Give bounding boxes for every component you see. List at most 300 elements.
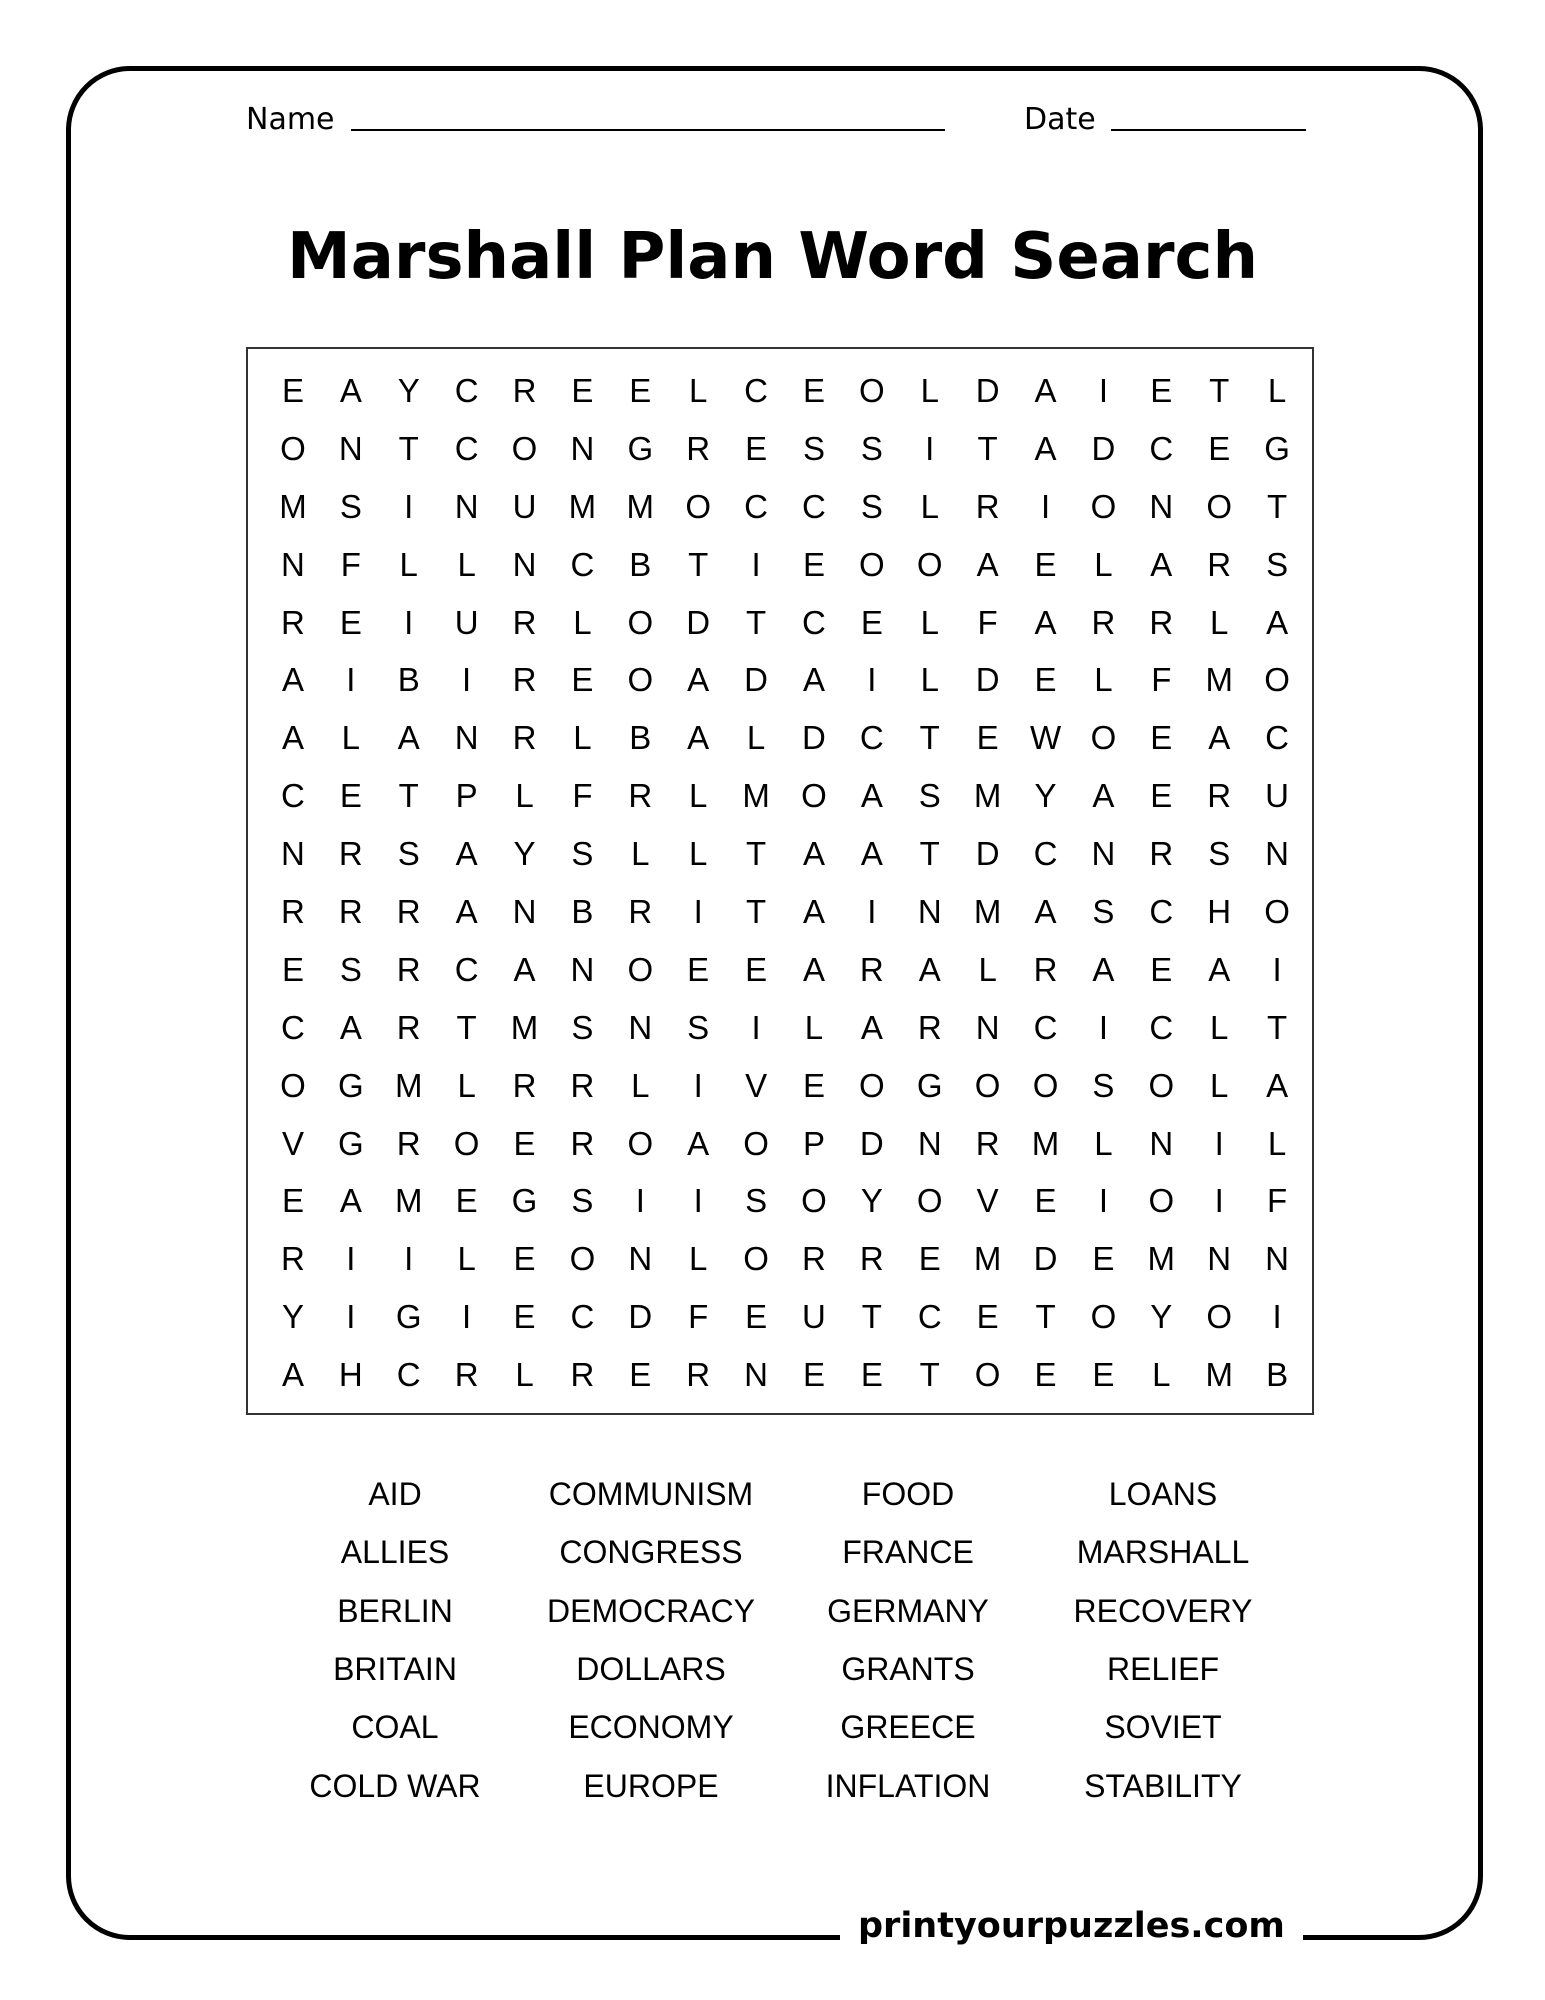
grid-letter[interactable]: R bbox=[338, 835, 363, 873]
grid-letter[interactable]: S bbox=[802, 429, 825, 467]
grid-letter[interactable]: O bbox=[569, 1240, 596, 1278]
grid-letter[interactable]: E bbox=[745, 950, 768, 988]
grid-letter[interactable]: L bbox=[920, 661, 939, 699]
grid-letter[interactable]: S bbox=[918, 777, 941, 815]
grid-letter[interactable]: O bbox=[627, 950, 654, 988]
grid-letter[interactable]: E bbox=[802, 1356, 825, 1394]
grid-letter[interactable]: V bbox=[281, 1124, 304, 1162]
grid-letter[interactable]: E bbox=[281, 371, 304, 409]
grid-letter[interactable]: E bbox=[918, 1240, 941, 1278]
grid-letter[interactable]: I bbox=[635, 1182, 645, 1220]
grid-letter[interactable]: F bbox=[977, 603, 998, 641]
grid-letter[interactable]: D bbox=[975, 661, 1000, 699]
grid-letter[interactable]: S bbox=[1266, 545, 1289, 583]
grid-letter[interactable]: M bbox=[1205, 1356, 1233, 1394]
grid-letter[interactable]: C bbox=[917, 1298, 942, 1336]
grid-letter[interactable]: O bbox=[511, 429, 538, 467]
grid-letter[interactable]: E bbox=[1092, 1240, 1115, 1278]
grid-letter[interactable]: S bbox=[1092, 1066, 1115, 1104]
grid-letter[interactable]: L bbox=[689, 1240, 708, 1278]
grid-letter[interactable]: R bbox=[570, 1066, 595, 1104]
grid-letter[interactable]: G bbox=[627, 429, 654, 467]
grid-letter[interactable]: Y bbox=[1150, 1298, 1173, 1336]
grid-letter[interactable]: C bbox=[1149, 429, 1174, 467]
grid-letter[interactable]: F bbox=[340, 545, 361, 583]
grid-letter[interactable]: L bbox=[978, 950, 997, 988]
grid-letter[interactable]: I bbox=[346, 1298, 356, 1336]
grid-letter[interactable]: G bbox=[1264, 429, 1290, 467]
grid-letter[interactable]: A bbox=[513, 950, 536, 988]
grid-letter[interactable]: E bbox=[802, 371, 825, 409]
grid-letter[interactable]: B bbox=[1266, 1356, 1289, 1394]
grid-letter[interactable]: L bbox=[1210, 1008, 1229, 1046]
grid-letter[interactable]: C bbox=[744, 487, 768, 525]
grid-letter[interactable]: P bbox=[802, 1124, 825, 1162]
date-field[interactable] bbox=[1111, 129, 1306, 131]
grid-letter[interactable]: T bbox=[398, 777, 419, 815]
grid-letter[interactable]: R bbox=[512, 661, 537, 699]
grid-letter[interactable]: I bbox=[693, 1182, 703, 1220]
grid-letter[interactable]: N bbox=[917, 892, 942, 930]
grid-letter[interactable]: I bbox=[867, 892, 877, 930]
grid-letter[interactable]: N bbox=[1091, 835, 1116, 873]
grid-letter[interactable]: R bbox=[686, 1356, 711, 1394]
grid-letter[interactable]: S bbox=[1092, 892, 1115, 930]
grid-letter[interactable]: E bbox=[339, 777, 362, 815]
grid-letter[interactable]: L bbox=[1267, 1124, 1287, 1162]
grid-letter[interactable]: O bbox=[916, 1182, 943, 1220]
grid-letter[interactable]: A bbox=[802, 661, 825, 699]
grid-letter[interactable]: O bbox=[1148, 1066, 1175, 1104]
grid-letter[interactable]: E bbox=[1150, 950, 1173, 988]
grid-letter[interactable]: E bbox=[1034, 661, 1057, 699]
grid-letter[interactable]: R bbox=[628, 777, 653, 815]
grid-letter[interactable]: R bbox=[1207, 545, 1232, 583]
grid-letter[interactable]: R bbox=[570, 1124, 595, 1162]
grid-letter[interactable]: R bbox=[396, 1124, 421, 1162]
grid-letter[interactable]: O bbox=[859, 1066, 885, 1104]
grid-letter[interactable]: E bbox=[629, 1356, 652, 1394]
grid-letter[interactable]: A bbox=[397, 719, 420, 757]
grid-letter[interactable]: A bbox=[455, 892, 478, 930]
grid-letter[interactable]: L bbox=[515, 1356, 534, 1394]
grid-letter[interactable]: L bbox=[1152, 1356, 1171, 1394]
grid-letter[interactable]: N bbox=[570, 429, 595, 467]
grid-letter[interactable]: B bbox=[397, 661, 420, 699]
grid-letter[interactable]: O bbox=[974, 1356, 1001, 1394]
grid-letter[interactable]: N bbox=[512, 545, 537, 583]
grid-letter[interactable]: I bbox=[1272, 950, 1282, 988]
grid-letter[interactable]: D bbox=[686, 603, 711, 641]
grid-letter[interactable]: I bbox=[1272, 1298, 1282, 1336]
grid-letter[interactable]: L bbox=[1094, 1124, 1113, 1162]
grid-letter[interactable]: I bbox=[462, 1298, 472, 1336]
grid-letter[interactable]: L bbox=[920, 603, 939, 641]
grid-letter[interactable]: M bbox=[1031, 1124, 1060, 1162]
grid-letter[interactable]: E bbox=[513, 1240, 536, 1278]
grid-letter[interactable]: H bbox=[338, 1356, 363, 1394]
grid-letter[interactable]: R bbox=[1207, 777, 1232, 815]
grid-letter[interactable]: C bbox=[1033, 1008, 1058, 1046]
grid-letter[interactable]: O bbox=[916, 545, 943, 583]
grid-letter[interactable]: A bbox=[802, 835, 825, 873]
grid-letter[interactable]: C bbox=[281, 777, 305, 815]
grid-letter[interactable]: F bbox=[688, 1298, 709, 1336]
grid-letter[interactable]: R bbox=[281, 892, 305, 930]
grid-letter[interactable]: E bbox=[802, 1066, 825, 1104]
grid-letter[interactable]: I bbox=[462, 661, 472, 699]
grid-letter[interactable]: L bbox=[1210, 603, 1229, 641]
grid-letter[interactable]: R bbox=[859, 950, 884, 988]
grid-letter[interactable]: O bbox=[1264, 661, 1290, 699]
grid-letter[interactable]: A bbox=[281, 1356, 304, 1394]
grid-letter[interactable]: C bbox=[1149, 892, 1174, 930]
grid-letter[interactable]: N bbox=[1207, 1240, 1232, 1278]
grid-letter[interactable]: D bbox=[975, 835, 1000, 873]
grid-letter[interactable]: T bbox=[919, 835, 940, 873]
grid-letter[interactable]: D bbox=[744, 661, 768, 699]
grid-letter[interactable]: L bbox=[689, 371, 708, 409]
grid-letter[interactable]: A bbox=[1034, 429, 1057, 467]
grid-letter[interactable]: N bbox=[628, 1240, 653, 1278]
grid-letter[interactable]: L bbox=[399, 545, 418, 583]
grid-letter[interactable]: R bbox=[1033, 950, 1058, 988]
grid-letter[interactable]: U bbox=[1265, 777, 1289, 815]
grid-letter[interactable]: D bbox=[628, 1298, 653, 1336]
grid-letter[interactable]: O bbox=[627, 603, 654, 641]
grid-letter[interactable]: A bbox=[1092, 777, 1115, 815]
grid-letter[interactable]: I bbox=[1040, 487, 1051, 525]
grid-letter[interactable]: A bbox=[339, 1008, 362, 1046]
grid-letter[interactable]: S bbox=[1208, 835, 1231, 873]
grid-letter[interactable]: A bbox=[455, 835, 478, 873]
grid-letter[interactable]: O bbox=[859, 371, 885, 409]
grid-letter[interactable]: T bbox=[919, 1356, 940, 1394]
grid-letter[interactable]: T bbox=[919, 719, 940, 757]
grid-letter[interactable]: E bbox=[745, 429, 768, 467]
grid-letter[interactable]: Y bbox=[1034, 777, 1057, 815]
grid-letter[interactable]: C bbox=[802, 487, 826, 525]
grid-letter[interactable]: Y bbox=[513, 835, 536, 873]
grid-letter[interactable]: L bbox=[804, 1008, 824, 1046]
grid-letter[interactable]: L bbox=[1210, 1066, 1229, 1104]
grid-letter[interactable]: B bbox=[629, 719, 652, 757]
grid-letter[interactable]: S bbox=[339, 487, 362, 525]
grid-letter[interactable]: L bbox=[515, 777, 534, 815]
grid-letter[interactable]: F bbox=[1267, 1182, 1288, 1220]
grid-letter[interactable]: L bbox=[573, 719, 592, 757]
grid-letter[interactable]: A bbox=[918, 950, 941, 988]
grid-letter[interactable]: M bbox=[626, 487, 655, 525]
grid-letter[interactable]: S bbox=[687, 1008, 710, 1046]
grid-letter[interactable]: N bbox=[1149, 487, 1174, 525]
grid-letter[interactable]: N bbox=[1149, 1124, 1174, 1162]
grid-letter[interactable]: R bbox=[628, 892, 653, 930]
grid-letter[interactable]: I bbox=[1214, 1124, 1224, 1162]
grid-letter[interactable]: A bbox=[860, 777, 883, 815]
grid-letter[interactable]: S bbox=[571, 835, 594, 873]
grid-letter[interactable]: N bbox=[1265, 1240, 1289, 1278]
grid-letter[interactable]: L bbox=[1094, 661, 1113, 699]
grid-letter[interactable]: T bbox=[1267, 1008, 1288, 1046]
grid-letter[interactable]: O bbox=[1090, 1298, 1117, 1336]
grid-letter[interactable]: E bbox=[860, 603, 883, 641]
grid-letter[interactable]: R bbox=[859, 1240, 884, 1278]
grid-letter[interactable]: R bbox=[512, 603, 537, 641]
grid-letter[interactable]: O bbox=[453, 1124, 480, 1162]
grid-letter[interactable]: L bbox=[457, 1066, 476, 1104]
grid-letter[interactable]: A bbox=[1034, 892, 1057, 930]
grid-letter[interactable]: V bbox=[976, 1182, 999, 1220]
grid-letter[interactable]: E bbox=[1150, 719, 1173, 757]
grid-letter[interactable]: R bbox=[512, 1066, 537, 1104]
grid-letter[interactable]: L bbox=[746, 719, 766, 757]
grid-letter[interactable]: M bbox=[1205, 661, 1233, 699]
grid-letter[interactable]: A bbox=[281, 661, 304, 699]
grid-letter[interactable]: A bbox=[802, 892, 825, 930]
grid-letter[interactable]: R bbox=[1091, 603, 1116, 641]
grid-letter[interactable]: E bbox=[571, 371, 594, 409]
grid-letter[interactable]: C bbox=[454, 950, 479, 988]
grid-letter[interactable]: S bbox=[339, 950, 362, 988]
grid-letter[interactable]: U bbox=[454, 603, 479, 641]
grid-letter[interactable]: N bbox=[570, 950, 595, 988]
grid-letter[interactable]: V bbox=[745, 1066, 768, 1104]
grid-letter[interactable]: A bbox=[1150, 545, 1173, 583]
grid-letter[interactable]: B bbox=[571, 892, 594, 930]
grid-letter[interactable]: O bbox=[1090, 487, 1117, 525]
grid-letter[interactable]: D bbox=[1091, 429, 1116, 467]
grid-letter[interactable]: M bbox=[510, 1008, 539, 1046]
grid-letter[interactable]: T bbox=[1267, 487, 1288, 525]
grid-letter[interactable]: I bbox=[867, 661, 877, 699]
grid-letter[interactable]: L bbox=[689, 777, 708, 815]
grid-letter[interactable]: I bbox=[346, 661, 356, 699]
grid-letter[interactable]: C bbox=[1149, 1008, 1174, 1046]
grid-letter[interactable]: Y bbox=[397, 371, 420, 409]
grid-letter[interactable]: M bbox=[394, 1182, 423, 1220]
grid-letter[interactable]: M bbox=[973, 892, 1002, 930]
grid-letter[interactable]: I bbox=[1098, 1182, 1108, 1220]
grid-letter[interactable]: H bbox=[1207, 892, 1232, 930]
grid-letter[interactable]: I bbox=[1098, 1008, 1108, 1046]
grid-letter[interactable]: U bbox=[802, 1298, 826, 1336]
grid-letter[interactable]: N bbox=[281, 835, 305, 873]
grid-letter[interactable]: E bbox=[1034, 1182, 1057, 1220]
grid-letter[interactable]: A bbox=[687, 719, 710, 757]
grid-letter[interactable]: I bbox=[346, 1240, 356, 1278]
grid-letter[interactable]: R bbox=[1149, 835, 1174, 873]
grid-letter[interactable]: A bbox=[1034, 371, 1057, 409]
grid-letter[interactable]: A bbox=[802, 950, 825, 988]
grid-letter[interactable]: D bbox=[802, 719, 826, 757]
grid-letter[interactable]: R bbox=[512, 719, 537, 757]
grid-letter[interactable]: L bbox=[631, 835, 650, 873]
grid-letter[interactable]: A bbox=[687, 1124, 710, 1162]
grid-letter[interactable]: L bbox=[457, 1240, 476, 1278]
grid-letter[interactable]: R bbox=[281, 1240, 305, 1278]
grid-letter[interactable]: E bbox=[1208, 429, 1231, 467]
grid-letter[interactable]: R bbox=[975, 1124, 1000, 1162]
grid-letter[interactable]: M bbox=[394, 1066, 423, 1104]
grid-letter[interactable]: E bbox=[1150, 777, 1173, 815]
grid-letter[interactable]: A bbox=[1266, 603, 1289, 641]
grid-letter[interactable]: O bbox=[685, 487, 712, 525]
grid-letter[interactable]: M bbox=[973, 1240, 1002, 1278]
grid-letter[interactable]: G bbox=[338, 1066, 364, 1104]
grid-letter[interactable]: A bbox=[687, 661, 710, 699]
grid-letter[interactable]: A bbox=[860, 835, 883, 873]
grid-letter[interactable]: E bbox=[455, 1182, 478, 1220]
grid-letter[interactable]: A bbox=[1208, 950, 1231, 988]
grid-letter[interactable]: O bbox=[1090, 719, 1117, 757]
grid-letter[interactable]: M bbox=[742, 777, 770, 815]
grid-letter[interactable]: L bbox=[689, 835, 708, 873]
grid-letter[interactable]: N bbox=[281, 545, 305, 583]
grid-letter[interactable]: E bbox=[1034, 1356, 1057, 1394]
grid-letter[interactable]: R bbox=[396, 892, 421, 930]
grid-letter[interactable]: N bbox=[512, 892, 537, 930]
grid-letter[interactable]: N bbox=[744, 1356, 768, 1394]
grid-letter[interactable]: R bbox=[281, 603, 305, 641]
grid-letter[interactable]: L bbox=[631, 1066, 650, 1104]
grid-letter[interactable]: T bbox=[456, 1008, 477, 1046]
grid-letter[interactable]: R bbox=[512, 371, 537, 409]
grid-letter[interactable]: T bbox=[688, 545, 709, 583]
grid-letter[interactable]: E bbox=[802, 545, 825, 583]
grid-letter[interactable]: A bbox=[860, 1008, 883, 1046]
grid-letter[interactable]: C bbox=[1033, 835, 1058, 873]
grid-letter[interactable]: N bbox=[338, 429, 363, 467]
grid-letter[interactable]: R bbox=[686, 429, 711, 467]
grid-letter[interactable]: L bbox=[1267, 371, 1287, 409]
grid-letter[interactable]: C bbox=[744, 371, 768, 409]
grid-letter[interactable]: I bbox=[404, 1240, 414, 1278]
grid-letter[interactable]: E bbox=[860, 1356, 883, 1394]
grid-letter[interactable]: M bbox=[279, 487, 307, 525]
grid-letter[interactable]: N bbox=[917, 1124, 942, 1162]
grid-letter[interactable]: L bbox=[341, 719, 361, 757]
grid-letter[interactable]: T bbox=[745, 603, 767, 641]
grid-letter[interactable]: E bbox=[571, 661, 594, 699]
grid-letter[interactable]: G bbox=[338, 1124, 364, 1162]
grid-letter[interactable]: A bbox=[976, 545, 999, 583]
grid-letter[interactable]: R bbox=[396, 1008, 421, 1046]
grid-letter[interactable]: G bbox=[395, 1298, 422, 1336]
grid-letter[interactable]: U bbox=[512, 487, 537, 525]
grid-letter[interactable]: G bbox=[511, 1182, 538, 1220]
grid-letter[interactable]: O bbox=[627, 661, 654, 699]
grid-letter[interactable]: T bbox=[1209, 371, 1230, 409]
grid-letter[interactable]: W bbox=[1029, 719, 1062, 757]
grid-letter[interactable]: R bbox=[917, 1008, 942, 1046]
grid-letter[interactable]: L bbox=[1094, 545, 1113, 583]
grid-letter[interactable]: L bbox=[457, 545, 476, 583]
grid-letter[interactable]: O bbox=[974, 1066, 1001, 1104]
grid-letter[interactable]: I bbox=[693, 892, 703, 930]
grid-letter[interactable]: C bbox=[570, 545, 595, 583]
grid-letter[interactable]: Y bbox=[281, 1298, 304, 1336]
grid-letter[interactable]: A bbox=[1266, 1066, 1289, 1104]
grid-letter[interactable]: C bbox=[570, 1298, 595, 1336]
grid-letter[interactable]: R bbox=[1149, 603, 1174, 641]
grid-letter[interactable]: O bbox=[280, 1066, 306, 1104]
grid-letter[interactable]: T bbox=[398, 429, 419, 467]
grid-letter[interactable]: C bbox=[859, 719, 884, 757]
grid-letter[interactable]: E bbox=[281, 950, 304, 988]
grid-letter[interactable]: B bbox=[629, 545, 652, 583]
grid-letter[interactable]: T bbox=[861, 1298, 882, 1336]
grid-letter[interactable]: O bbox=[743, 1124, 769, 1162]
grid-letter[interactable]: O bbox=[280, 429, 306, 467]
grid-letter[interactable]: T bbox=[745, 892, 767, 930]
grid-letter[interactable]: L bbox=[573, 603, 592, 641]
grid-letter[interactable]: I bbox=[693, 1066, 703, 1104]
grid-letter[interactable]: E bbox=[1150, 371, 1173, 409]
grid-letter[interactable]: A bbox=[1034, 603, 1057, 641]
grid-letter[interactable]: O bbox=[1206, 1298, 1233, 1336]
grid-letter[interactable]: S bbox=[745, 1182, 768, 1220]
grid-letter[interactable]: I bbox=[751, 545, 761, 583]
grid-letter[interactable]: C bbox=[454, 371, 479, 409]
grid-letter[interactable]: R bbox=[570, 1356, 595, 1394]
grid-letter[interactable]: S bbox=[860, 429, 883, 467]
grid-letter[interactable]: C bbox=[802, 603, 826, 641]
grid-letter[interactable]: T bbox=[977, 429, 998, 467]
grid-letter[interactable]: I bbox=[925, 429, 935, 467]
grid-letter[interactable]: L bbox=[920, 371, 939, 409]
grid-letter[interactable]: I bbox=[404, 487, 414, 525]
grid-letter[interactable]: S bbox=[571, 1008, 594, 1046]
grid-letter[interactable]: N bbox=[975, 1008, 1000, 1046]
grid-letter[interactable]: S bbox=[397, 835, 420, 873]
grid-letter[interactable]: I bbox=[404, 603, 414, 641]
grid-letter[interactable]: O bbox=[801, 777, 827, 815]
grid-letter[interactable]: T bbox=[745, 835, 767, 873]
grid-letter[interactable]: C bbox=[281, 1008, 305, 1046]
grid-letter[interactable]: R bbox=[396, 950, 421, 988]
grid-letter[interactable]: P bbox=[455, 777, 478, 815]
grid-letter[interactable]: N bbox=[1265, 835, 1289, 873]
grid-letter[interactable]: E bbox=[1034, 545, 1057, 583]
grid-letter[interactable]: O bbox=[627, 1124, 654, 1162]
grid-letter[interactable]: S bbox=[860, 487, 883, 525]
grid-letter[interactable]: I bbox=[1214, 1182, 1224, 1220]
grid-letter[interactable]: A bbox=[1092, 950, 1115, 988]
name-field[interactable] bbox=[351, 129, 945, 131]
grid-letter[interactable]: E bbox=[513, 1298, 536, 1336]
grid-letter[interactable]: N bbox=[628, 1008, 653, 1046]
grid-letter[interactable]: I bbox=[751, 1008, 761, 1046]
grid-letter[interactable]: G bbox=[916, 1066, 943, 1104]
grid-letter[interactable]: N bbox=[454, 719, 479, 757]
grid-letter[interactable]: T bbox=[1035, 1298, 1056, 1336]
grid-letter[interactable]: M bbox=[1147, 1240, 1176, 1278]
grid-letter[interactable]: A bbox=[281, 719, 304, 757]
grid-letter[interactable]: D bbox=[1033, 1240, 1058, 1278]
grid-letter[interactable]: C bbox=[396, 1356, 421, 1394]
grid-letter[interactable]: E bbox=[339, 603, 362, 641]
grid-letter[interactable]: R bbox=[802, 1240, 826, 1278]
grid-letter[interactable]: L bbox=[920, 487, 939, 525]
grid-letter[interactable]: E bbox=[281, 1182, 304, 1220]
grid-letter[interactable]: M bbox=[568, 487, 597, 525]
grid-letter[interactable]: R bbox=[975, 487, 1000, 525]
grid-letter[interactable]: Y bbox=[860, 1182, 883, 1220]
grid-letter[interactable]: O bbox=[859, 545, 885, 583]
grid-letter[interactable]: D bbox=[859, 1124, 884, 1162]
grid-letter[interactable]: S bbox=[571, 1182, 594, 1220]
